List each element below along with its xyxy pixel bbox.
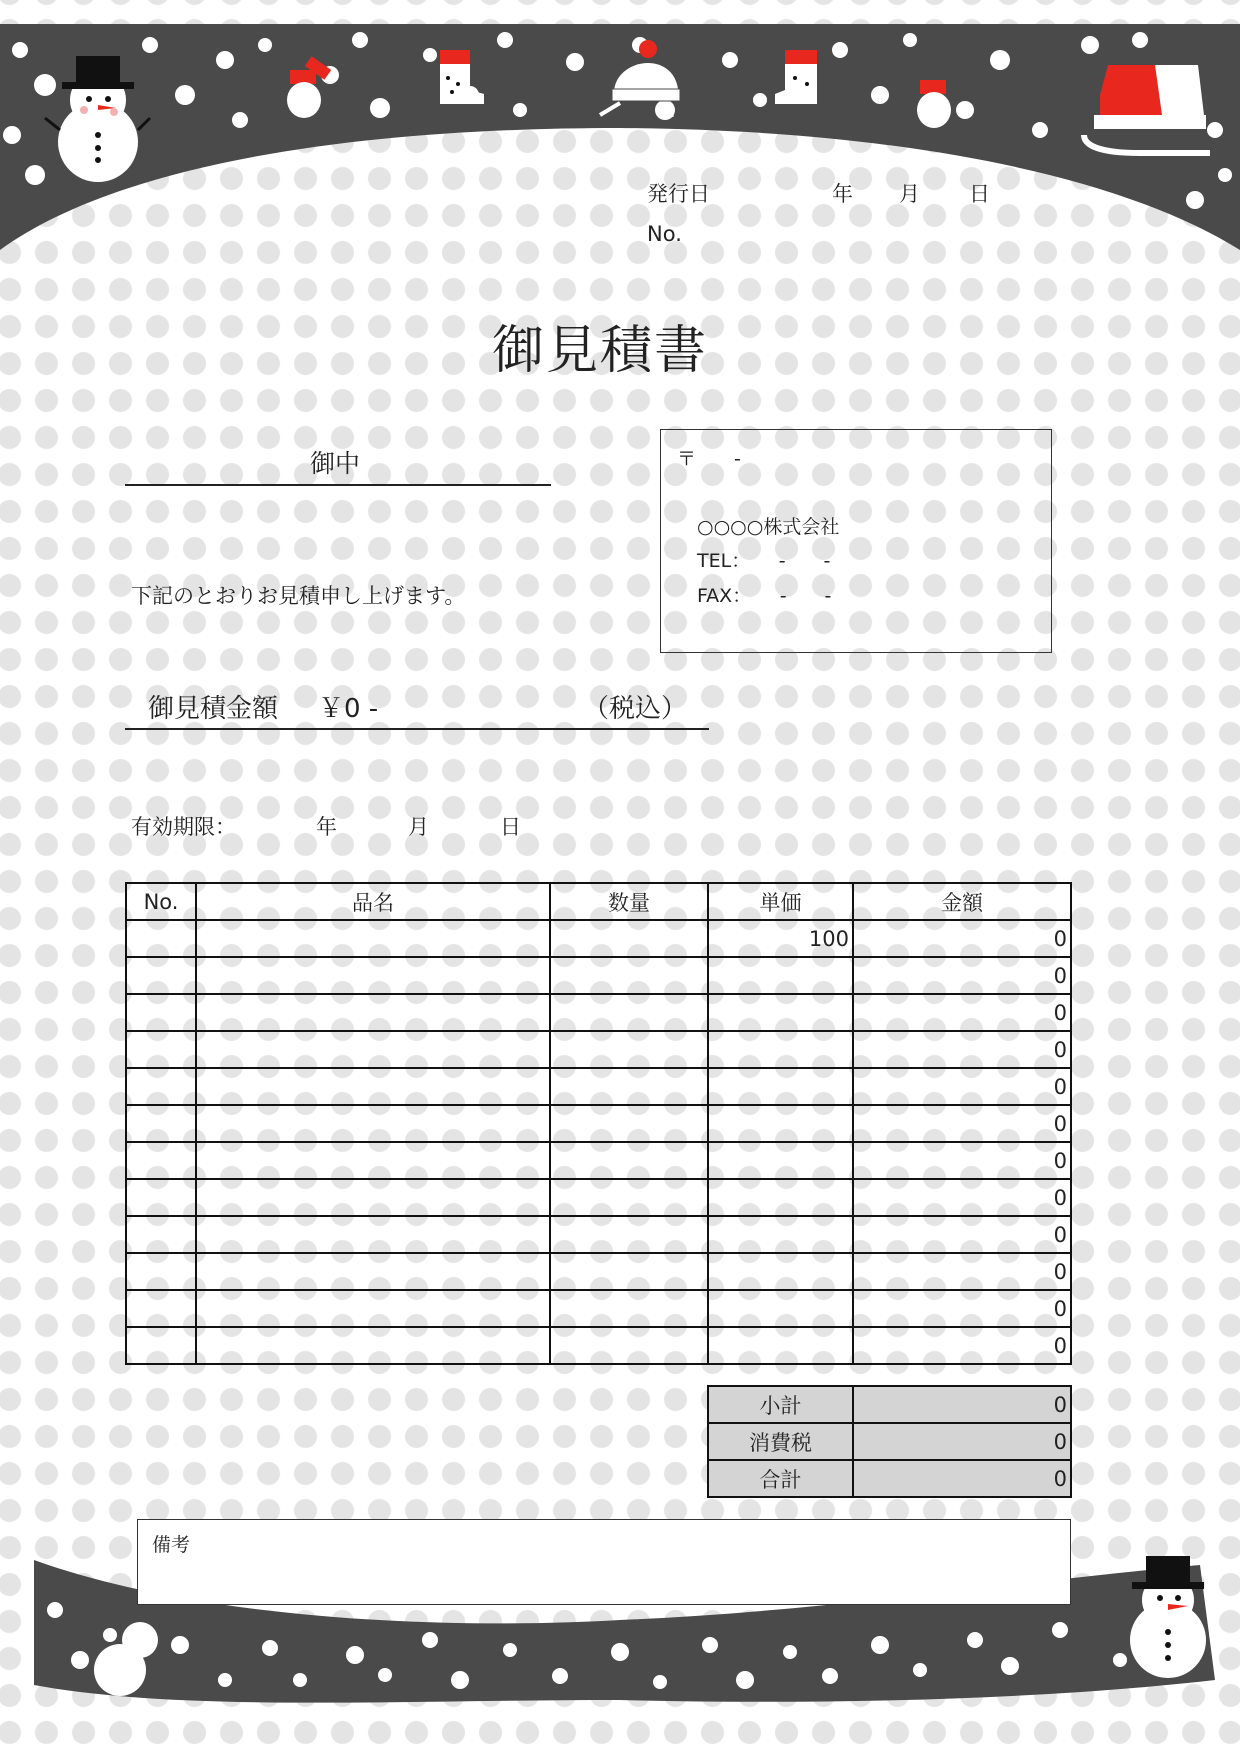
cell-no[interactable] <box>126 1327 196 1364</box>
issue-year-label: 年 <box>832 182 853 206</box>
subtotal-label: 小計 <box>708 1386 853 1423</box>
cell-unit-price[interactable] <box>708 1327 853 1364</box>
cell-amount[interactable]: 0 <box>853 1216 1071 1253</box>
table-row <box>126 920 1071 957</box>
cell-no[interactable] <box>126 1290 196 1327</box>
cell-unit-price[interactable] <box>708 1068 853 1105</box>
table-row <box>126 1290 1071 1327</box>
table-row <box>126 1216 1071 1253</box>
cell-amount[interactable]: 0 <box>853 1290 1071 1327</box>
table-row <box>126 957 1071 994</box>
total-row <box>708 1460 1071 1497</box>
tax-row <box>708 1423 1071 1460</box>
cell-unit-price[interactable] <box>708 1105 853 1142</box>
cell-quantity[interactable] <box>550 1142 708 1179</box>
cell-no[interactable] <box>126 1105 196 1142</box>
cell-quantity[interactable] <box>550 1179 708 1216</box>
cell-quantity[interactable] <box>550 920 708 957</box>
recipient-suffix: 御中 <box>310 449 361 478</box>
cell-quantity[interactable] <box>550 1216 708 1253</box>
amount-underline <box>125 728 709 730</box>
table-row <box>126 1105 1071 1142</box>
table-header-row <box>126 883 1071 920</box>
cell-no[interactable] <box>126 994 196 1031</box>
cell-amount[interactable]: 0 <box>853 1253 1071 1290</box>
intro-text: 下記のとおりお見積申し上げます。 <box>131 584 466 608</box>
cell-item-name[interactable] <box>196 1327 550 1364</box>
cell-quantity[interactable] <box>550 1253 708 1290</box>
document-number-label: No. <box>647 222 682 246</box>
postal-code: 〒 - <box>677 448 741 470</box>
cell-item-name[interactable] <box>196 1290 550 1327</box>
cell-unit-price[interactable] <box>708 1216 853 1253</box>
table-row <box>126 1179 1071 1216</box>
table-row <box>126 1068 1071 1105</box>
cell-unit-price[interactable] <box>708 1253 853 1290</box>
cell-item-name[interactable] <box>196 1068 550 1105</box>
cell-no[interactable] <box>126 1216 196 1253</box>
issue-date-label: 発行日 <box>647 182 710 206</box>
cell-amount[interactable]: 0 <box>853 1142 1071 1179</box>
cell-item-name[interactable] <box>196 1253 550 1290</box>
sender-fax: FAX： - - <box>697 585 832 607</box>
tax-value[interactable]: 0 <box>853 1423 1071 1460</box>
issue-month-label: 月 <box>899 182 920 206</box>
cell-amount[interactable]: 0 <box>853 1179 1071 1216</box>
cell-amount[interactable]: 0 <box>853 957 1071 994</box>
cell-no[interactable] <box>126 1179 196 1216</box>
cell-amount[interactable]: 0 <box>853 1068 1071 1105</box>
amount-label: 御見積金額 <box>148 694 279 724</box>
cell-unit-price[interactable] <box>708 1290 853 1327</box>
column-header-no: No. <box>126 883 196 920</box>
column-header-amount: 金額 <box>853 883 1071 920</box>
total-label: 合計 <box>708 1460 853 1497</box>
cell-item-name[interactable] <box>196 957 550 994</box>
table-row <box>126 1327 1071 1364</box>
amount-tax-note: （税込） <box>583 694 688 724</box>
remarks-label: 備考 <box>152 1534 191 1556</box>
cell-unit-price[interactable] <box>708 957 853 994</box>
cell-quantity[interactable] <box>550 1105 708 1142</box>
cell-item-name[interactable] <box>196 1105 550 1142</box>
remarks-box[interactable] <box>137 1519 1071 1605</box>
sender-company: ○○○○株式会社 <box>697 516 840 538</box>
total-value[interactable]: 0 <box>853 1460 1071 1497</box>
page-title: 御見積書 <box>492 321 709 381</box>
amount-value: ￥0 - <box>318 694 379 724</box>
table-row <box>126 1031 1071 1068</box>
cell-item-name[interactable] <box>196 1031 550 1068</box>
cell-unit-price[interactable] <box>708 1031 853 1068</box>
cell-quantity[interactable] <box>550 994 708 1031</box>
cell-no[interactable] <box>126 1253 196 1290</box>
cell-quantity[interactable] <box>550 1327 708 1364</box>
cell-no[interactable] <box>126 920 196 957</box>
column-header-item-name: 品名 <box>196 883 550 920</box>
cell-amount[interactable]: 0 <box>853 994 1071 1031</box>
cell-item-name[interactable] <box>196 920 550 957</box>
validity-month-label: 月 <box>408 815 429 839</box>
cell-item-name[interactable] <box>196 994 550 1031</box>
validity-label: 有効期限： <box>131 815 236 839</box>
validity-year-label: 年 <box>316 815 337 839</box>
tax-label: 消費税 <box>708 1423 853 1460</box>
line-items-table <box>125 882 1072 1365</box>
totals-table <box>707 1385 1072 1498</box>
recipient-underline <box>125 484 551 486</box>
subtotal-row <box>708 1386 1071 1423</box>
cell-amount[interactable]: 0 <box>853 1105 1071 1142</box>
cell-item-name[interactable] <box>196 1179 550 1216</box>
sender-info-box <box>660 429 1052 653</box>
cell-unit-price[interactable] <box>708 1142 853 1179</box>
cell-unit-price[interactable] <box>708 1179 853 1216</box>
cell-no[interactable] <box>126 1031 196 1068</box>
cell-item-name[interactable] <box>196 1216 550 1253</box>
cell-no[interactable] <box>126 1142 196 1179</box>
cell-unit-price[interactable] <box>708 994 853 1031</box>
cell-no[interactable] <box>126 957 196 994</box>
cell-amount[interactable]: 0 <box>853 920 1071 957</box>
column-header-quantity: 数量 <box>550 883 708 920</box>
cell-no[interactable] <box>126 1068 196 1105</box>
cell-quantity[interactable] <box>550 957 708 994</box>
table-row <box>126 1253 1071 1290</box>
cell-quantity[interactable] <box>550 1290 708 1327</box>
subtotal-value[interactable]: 0 <box>853 1386 1071 1423</box>
sender-tel: TEL： - - <box>697 550 831 572</box>
cell-quantity[interactable] <box>550 1068 708 1105</box>
cell-amount[interactable]: 0 <box>853 1031 1071 1068</box>
cell-amount[interactable]: 0 <box>853 1327 1071 1364</box>
table-row <box>126 1142 1071 1179</box>
table-row <box>126 994 1071 1031</box>
column-header-unit-price: 単価 <box>708 883 853 920</box>
validity-day-label: 日 <box>500 815 521 839</box>
cell-item-name[interactable] <box>196 1142 550 1179</box>
cell-quantity[interactable] <box>550 1031 708 1068</box>
issue-day-label: 日 <box>969 182 990 206</box>
cell-unit-price[interactable]: 100 <box>708 920 853 957</box>
